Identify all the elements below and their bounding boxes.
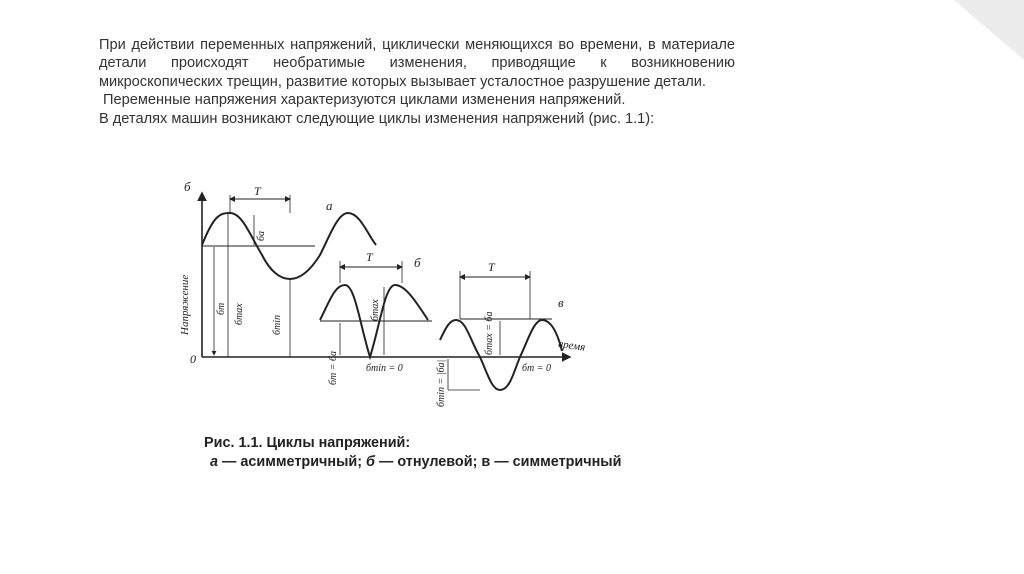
c-sigma-max-label: бmax = бa xyxy=(484,311,495,355)
caption-b-text: — отнулевой; xyxy=(374,454,482,470)
axis-time-label: время xyxy=(557,338,587,354)
corner-decoration xyxy=(954,0,1024,60)
curve-c-label: в xyxy=(558,295,564,310)
b-sigma-min-label: бmin = 0 xyxy=(366,363,403,374)
body-text xyxy=(99,36,735,128)
caption-legend xyxy=(204,453,621,472)
curve-a-label: а xyxy=(326,198,333,213)
figure-caption xyxy=(204,434,621,472)
curve-c xyxy=(440,320,562,390)
sigma-a-label: бa xyxy=(256,230,267,241)
axis-sigma-label: б xyxy=(184,179,191,194)
caption-c-text: — симметричный xyxy=(490,454,622,470)
caption-c-letter: в xyxy=(481,454,491,470)
stress-cycles-figure xyxy=(170,175,610,410)
period-label-b: T xyxy=(366,250,373,264)
sigma-m-label: бm xyxy=(216,302,227,315)
period-label-c: T xyxy=(488,260,495,274)
c-sigma-min-label: бmin = |бa| xyxy=(436,359,447,407)
sigma-min-label: бmin xyxy=(272,314,283,335)
caption-a-text: — асимметричный; xyxy=(218,454,367,470)
b-sigma-max-label: бmax xyxy=(370,299,381,321)
c-sigma-m-label: бm = 0 xyxy=(522,363,551,374)
curve-b-label: б xyxy=(414,255,421,270)
paragraph-1: При действии переменных напряжений, циклически меняющихся во времени, в материале детали происходят необратимые изменения, приводящие к возникновению микроскопических трещин, развитие которых вызывает усталостное разрушение детали. xyxy=(99,37,735,90)
b-sigma-m-label: бm = бa xyxy=(328,350,339,385)
caption-b-letter: б xyxy=(366,454,375,470)
axis-zero-label: 0 xyxy=(190,352,196,366)
caption-title: Рис. 1.1. Циклы напряжений: xyxy=(204,435,411,451)
period-label-a: T xyxy=(254,184,261,198)
sigma-max-label: бmax xyxy=(234,303,245,325)
paragraph-3: В деталях машин возникают следующие циклы изменения напряжений (рис. 1.1): xyxy=(99,110,655,127)
paragraph-2: Переменные напряжения характеризуются циклами изменения напряжений. xyxy=(103,92,626,109)
axis-vertical-label: Напряжение xyxy=(179,274,191,335)
caption-a-letter: а xyxy=(210,454,219,470)
